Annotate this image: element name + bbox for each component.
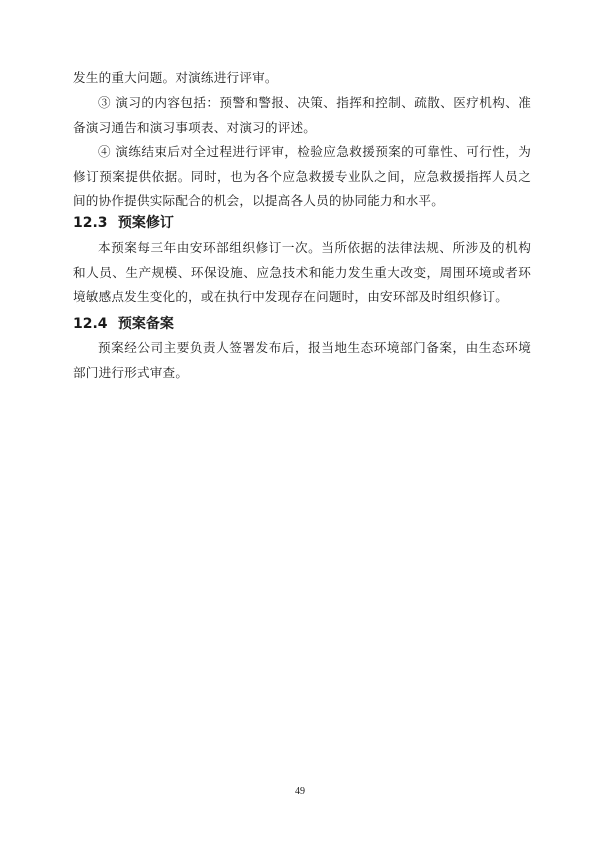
- section-heading-12-4: [73, 313, 174, 333]
- page-number: 49: [295, 786, 305, 797]
- paragraph-drill-content: ③ 演习的内容包括：预警和警报、决策、指挥和控制、疏散、医疗机构、准备演习通告和演习事项表、对演习的评述。: [73, 95, 531, 135]
- paragraph-continuation: 发生的重大问题。对演练进行评审。: [73, 70, 278, 85]
- section-heading-12-3: [73, 212, 174, 232]
- paragraph-plan-revision: 本预案每三年由安环部组织修订一次。当所依据的法律法规、所涉及的机构和人员、生产规模、环保设施、应急技术和能力发生重大改变，周围环境或者环境敏感点发生变化的，或在执行中发现存在问题时，由安环部及时组织修订。: [73, 240, 531, 304]
- section-number: 12.3: [73, 215, 108, 231]
- section-title: 预案修订: [117, 215, 174, 231]
- paragraph-drill-review: ④ 演练结束后对全过程进行评审，检验应急救援预案的可靠性、可行性，为修订预案提供依据。同时，也为各个应急救援专业队之间，应急救援指挥人员之间的协作提供实际配合的机会，以提高各人员的协同能力和水平。: [73, 144, 531, 208]
- paragraph-plan-filing: 预案经公司主要负责人签署发布后，报当地生态环境部门备案，由生态环境部门进行形式审查。: [73, 340, 531, 380]
- section-number: 12.4: [73, 316, 108, 332]
- section-title: 预案备案: [117, 316, 174, 332]
